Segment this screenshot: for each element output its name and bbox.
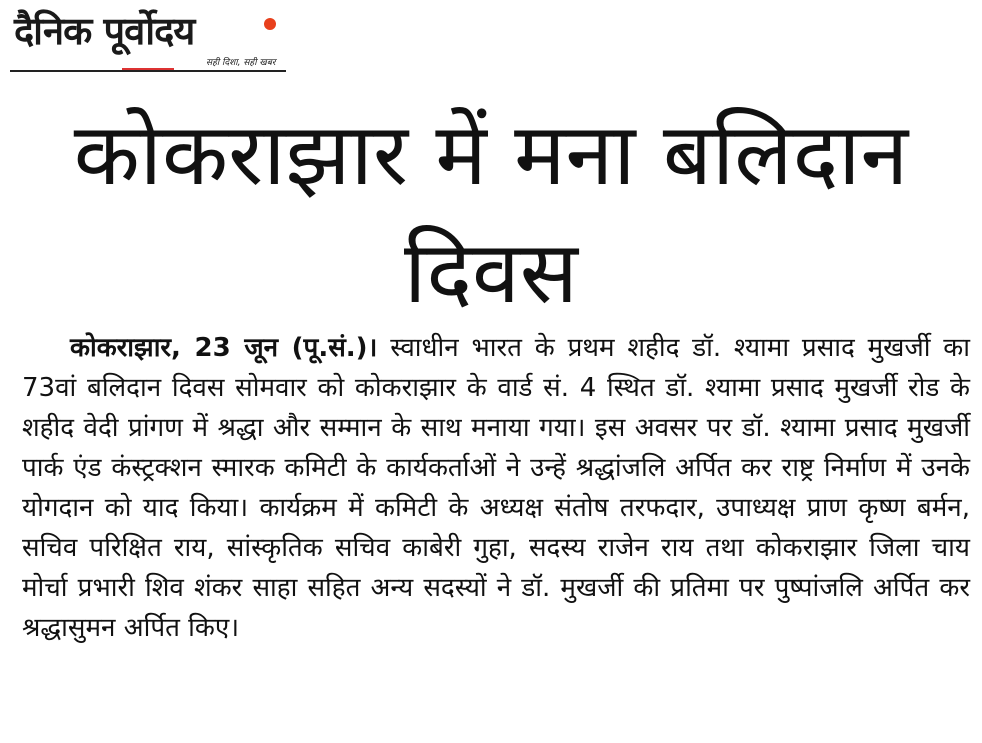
article-dateline: कोकराझार, 23 जून (पू.सं.)। xyxy=(70,333,378,363)
masthead-divider xyxy=(10,70,286,72)
article-headline: कोकराझार में मना बलिदान दिवस xyxy=(73,105,909,323)
newspaper-logo: दैनिक पूर्वोदय xyxy=(14,9,195,53)
logo-dot-icon xyxy=(264,18,276,30)
newspaper-tagline: सही दिशा, सही खबर xyxy=(206,58,276,68)
article-body xyxy=(22,328,970,648)
article-text: स्वाधीन भारत के प्रथम शहीद डॉ. श्यामा प्रसाद मुखर्जी का 73वां बलिदान दिवस सोमवार को कोकराझार के वार्ड सं. 4 स्थित डॉ. श्यामा प्रसाद मुखर्जी रोड के शहीद वेदी प्रांगण में श्रद्धा और सम्मान के साथ मनाया गया। इस अवसर पर डॉ. श्यामा प्रसाद मुखर्जी पार्क एंड कंस्ट्रक्शन स्मारक कमिटी के कार्यकर्ताओं ने उन्हें श्रद्धांजलि अर्पित कर राष्ट्र निर्माण में उनके योगदान को याद किया। कार्यक्रम में कमिटी के अध्यक्ष संतोष तरफदार, उपाध्यक्ष प्राण कृष्ण बर्मन, सचिव परिक्षित राय, सांस्कृतिक सचिव काबेरी गुहा, सदस्य राजेन राय तथा कोकराझार जिला चाय मोर्चा प्रभारी शिव शंकर साहा सहित अन्य सदस्यों ने डॉ. मुखर्जी की प्रतिमा पर पुष्पांजलि अर्पित कर श्रद्धासुमन अर्पित किए। xyxy=(22,333,970,643)
masthead xyxy=(10,6,286,72)
